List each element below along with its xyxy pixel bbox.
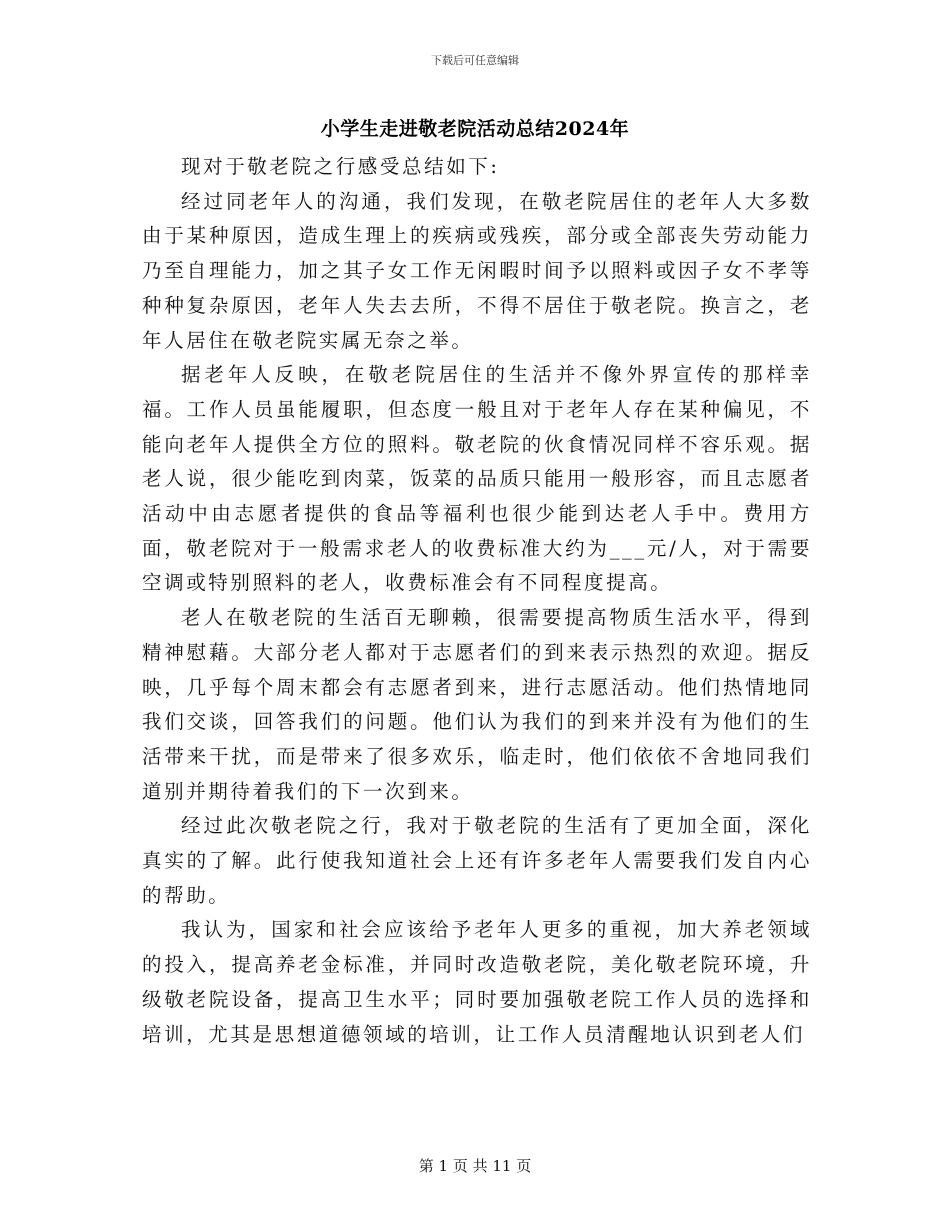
paragraph: 现对于敬老院之行感受总结如下:: [181, 155, 500, 178]
document-body: [142, 150, 812, 1052]
paragraph: 我认为，国家和社会应该给予老年人更多的重视，加大养老领域的投入，提高养老金标准，并同时改造敬老院，美化敬老院环境，升级敬老院设备，提高卫生水平；同时要加强敬老院工作人员的选择和培训，尤其是思想道德领域的培训，让工作人员清醒地认识到老人们: [142, 918, 812, 1046]
page-title: 小学生走进敬老院活动总结2024年: [320, 118, 630, 140]
paragraph: 老人在敬老院的生活百无聊赖，很需要提高物质生活水平，得到精神慰藉。大部分老人都对于志愿者们的到来表示热烈的欢迎。据反映，几乎每个周末都会有志愿者到来，进行志愿活动。他们热情地同我们交谈，回答我们的问题。他们认为我们的到来并没有为他们的生活带来干扰，而是带来了很多欢乐，临走时，他们依依不舍地同我们道别并期待着我们的下一次到来。: [142, 606, 812, 803]
page-footer: 第 1 页 共 11 页: [418, 1157, 532, 1175]
paragraph: 经过此次敬老院之行，我对于敬老院的生活有了更加全面，深化真实的了解。此行使我知道社会上还有许多老年人需要我们发自内心的帮助。: [142, 814, 812, 907]
header-note: 下载后可任意编辑: [431, 54, 519, 67]
paragraph: 经过同老年人的沟通，我们发现，在敬老院居住的老年人大多数由于某种原因，造成生理上的疾病或残疾，部分或全部丧失劳动能力乃至自理能力，加之其子女工作无闲暇时间予以照料或因子女不孝等种种复杂原因，老年人失去去所，不得不居住于敬老院。换言之，老年人居住在敬老院实属无奈之举。: [142, 189, 812, 352]
paragraph: 据老年人反映，在敬老院居住的生活并不像外界宣传的那样幸福。工作人员虽能履职，但态度一般且对于老年人存在某种偏见，不能向老年人提供全方位的照料。敬老院的伙食情况同样不容乐观。据老人说，很少能吃到肉菜，饭菜的品质只能用一般形容，而且志愿者活动中由志愿者提供的食品等福利也很少能到达老人手中。费用方面，敬老院对于一般需求老人的收费标准大约为___元/人，对于需要空调或特别照料的老人，收费标准会有不同程度提高。: [142, 363, 812, 595]
